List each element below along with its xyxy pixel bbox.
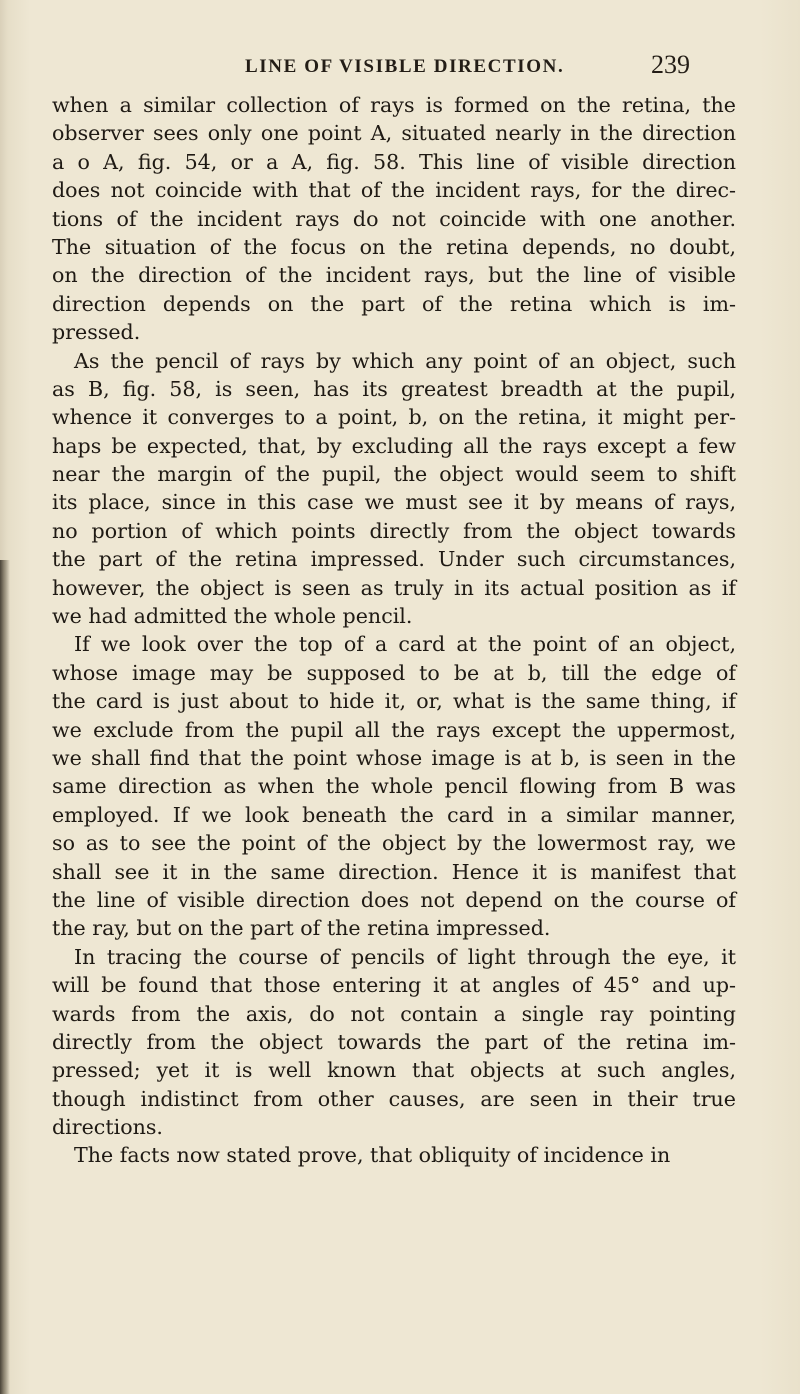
text-line: on the direction of the incident rays, but the line of visible [52, 263, 736, 288]
text-line: we had admitted the whole pencil. [52, 604, 413, 629]
text-line: as B, fig. 58, is seen, has its greatest breadth at the pupil, [52, 376, 736, 401]
text-line: the part of the retina impressed. Under such circumstances, [52, 547, 736, 572]
text-line: its place, since in this case we must see it by means of rays, [52, 490, 736, 515]
text-line: same direction as when the whole pencil flowing from B was [52, 774, 736, 799]
text-line: no portion of which points directly from the object towards [52, 518, 736, 543]
body-text [52, 91, 736, 1170]
text-line: will be found that those entering it at angles of 45° and up- [52, 973, 736, 998]
text-line: observer sees only one point A, situated nearly in the direction [52, 121, 736, 146]
text-line: shall see it in the same direction. Hence it is manifest that [52, 859, 736, 884]
text-line: though indistinct from other causes, are seen in their true [52, 1086, 736, 1111]
text-line: so as to see the point of the object by the lowermost ray, we [52, 831, 736, 856]
text-line: a o A, fig. 54, or a A, fig. 58. This line of visible direction [52, 149, 736, 174]
text-line: tions of the incident rays do not coincide with one another. [52, 206, 736, 231]
text-line: As the pencil of rays by which any point of an object, such [74, 348, 736, 373]
page-header [0, 50, 800, 86]
text-line: direction depends on the part of the retina which is im- [52, 291, 736, 316]
text-line: when a similar collection of rays is formed on the retina, the [52, 93, 736, 117]
text-line: the line of visible direction does not depend on the course of [52, 887, 736, 912]
text-line: wards from the axis, do not contain a single ray pointing [52, 1001, 736, 1026]
text-line: whence it converges to a point, b, on the retina, it might per- [52, 405, 736, 430]
text-line: however, the object is seen as truly in its actual position as if [52, 575, 736, 600]
spine-shadow [0, 560, 10, 1394]
text-line: whose image may be supposed to be at b, till the edge of [52, 660, 736, 685]
text-line: directions. [52, 1115, 163, 1140]
text-line: we shall find that the point whose image is at b, is seen in the [52, 745, 736, 770]
text-line: employed. If we look beneath the card in a similar manner, [52, 802, 736, 827]
text-line: does not coincide with that of the incident rays, for the direc- [52, 178, 736, 203]
text-line: we exclude from the pupil all the rays except the uppermost, [52, 717, 736, 742]
text-line: If we look over the top of a card at the point of an object, [74, 632, 736, 657]
text-line: In tracing the course of pencils of light through the eye, it [74, 944, 736, 969]
text-line: The situation of the focus on the retina depends, no doubt, [52, 234, 736, 259]
text-line: pressed. [52, 320, 141, 345]
text-line: pressed; yet it is well known that objects at such angles, [52, 1058, 736, 1083]
text-line: the ray, but on the part of the retina impressed. [52, 916, 551, 941]
text-line: directly from the object towards the part of the retina im- [52, 1029, 736, 1054]
running-head: LINE OF VISIBLE DIRECTION. [245, 56, 565, 77]
page-number: 239 [651, 50, 690, 79]
text-line: near the margin of the pupil, the object would seem to shift [52, 462, 736, 487]
text-line: the card is just about to hide it, or, what is the same thing, if [52, 689, 736, 714]
text-line: haps be expected, that, by excluding all the rays except a few [52, 433, 736, 458]
text-line: The facts now stated prove, that obliquity of incidence in [74, 1143, 671, 1168]
